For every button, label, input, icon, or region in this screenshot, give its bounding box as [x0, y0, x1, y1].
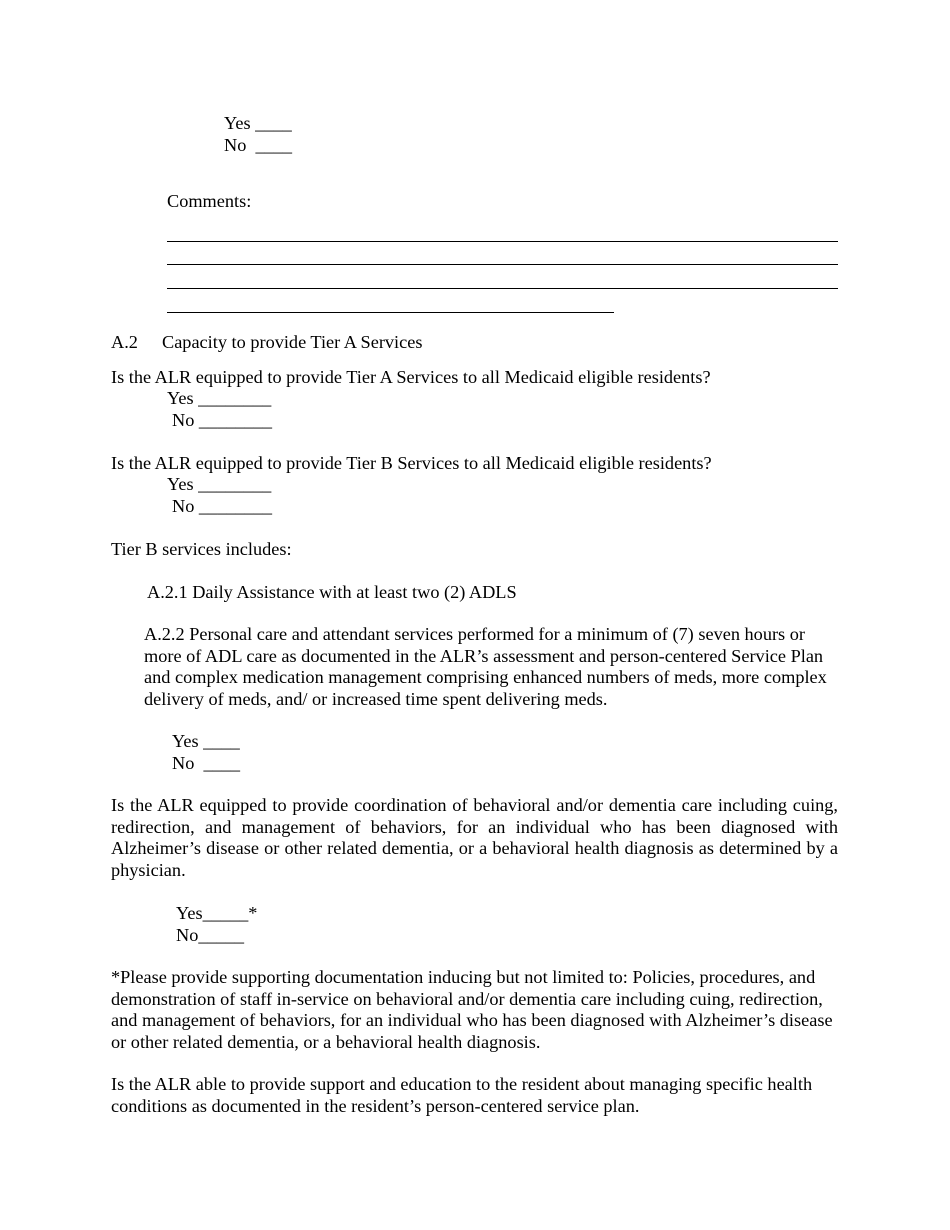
comments-line-4[interactable] [167, 312, 614, 313]
tier-b-question: Is the ALR equipped to provide Tier B Services to all Medicaid eligible residents? [111, 453, 712, 473]
top-yes-option[interactable]: Yes ____ [224, 113, 292, 133]
top-no-option[interactable]: No ____ [224, 135, 293, 155]
tier-b-intro: Tier B services includes: [111, 539, 292, 559]
tier-a-question: Is the ALR equipped to provide Tier A Services to all Medicaid eligible residents? [111, 367, 711, 387]
tier-b-yes-option[interactable]: Yes ________ [167, 474, 272, 494]
support-education-question: Is the ALR able to provide support and education to the resident about managing specific health conditions as documented in the resident’s person-centered service plan. [111, 1074, 813, 1116]
section-title: Capacity to provide Tier A Services [162, 332, 423, 352]
item-a21: A.2.1 Daily Assistance with at least two (2) ADLS [147, 582, 517, 602]
a22-yes-option[interactable]: Yes ____ [172, 731, 240, 751]
behavioral-question: Is the ALR equipped to provide coordination of behavioral and/or dementia care including cuing, redirection, and management of behaviors, for an individual who has been diagnosed with Alzheimer’s disease or other related dementia, or a behavioral health diagnosis as determined by a physician. [111, 795, 838, 880]
behavioral-yes-option[interactable]: Yes_____* [176, 903, 258, 923]
comments-label: Comments: [167, 191, 252, 211]
tier-b-no-option[interactable]: No ________ [172, 496, 273, 516]
behavioral-no-option[interactable]: No_____ [176, 925, 245, 945]
comments-line-3[interactable] [167, 288, 838, 289]
comments-line-2[interactable] [167, 264, 838, 265]
item-a22: A.2.2 Personal care and attendant services performed for a minimum of (7) seven hours or more of ADL care as documented in the ALR’s assessment and person-centered Service Plan and complex medication management comprising enhanced numbers of meds, more complex delivery of meds, and/ or increased time spent delivering meds. [144, 624, 827, 709]
a22-no-option[interactable]: No ____ [172, 753, 241, 773]
tier-a-yes-option[interactable]: Yes ________ [167, 388, 272, 408]
tier-a-no-option[interactable]: No ________ [172, 410, 273, 430]
supporting-documentation-note: *Please provide supporting documentation inducing but not limited to: Policies, procedures, and demonstration of staff in-service on behavioral and/or dementia care including cuing, redirection, and management of behaviors, for an individual who has been diagnosed with Alzheimer’s disease or other related dementia, or a behavioral health diagnosis. [111, 967, 833, 1052]
section-number: A.2 [111, 332, 138, 352]
comments-line-1[interactable] [167, 241, 838, 242]
